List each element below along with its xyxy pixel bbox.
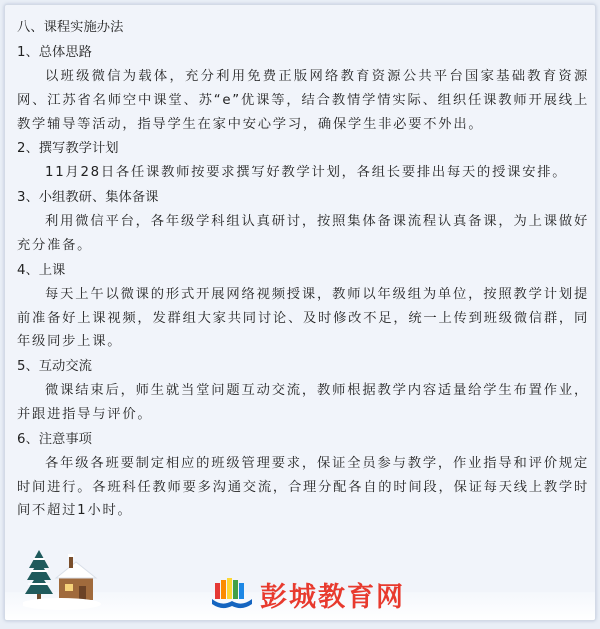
item-text-interaction: 微课结束后，师生就当堂问题互动交流，教师根据教学内容适量给学生布置作业，并跟进指导与评价。 [17,383,589,422]
item-heading-group-research: 3、小组教研、集体备课 [17,190,159,206]
winter-scene-icon [23,546,101,610]
item-text-overall-idea: 以班级微信为载体，充分利用免费正版网络教育资源公共平台国家基础教育资源网、江苏省名师空中课堂、苏“e”优课等，结合教情学情实际、组织任课教师开展线上教学辅导等活动，指导学生在家中安心学习，确保学生非必要不外出。 [17,69,589,132]
site-logo [210,575,405,614]
item-heading-teaching-plan: 2、撰写教学计划 [17,141,119,157]
item-text-class: 每天上午以微课的形式开展网络视频授课，教师以年级组为单位，按照教学计划提前准备好上课视频，发群组大家共同讨论、及时修改不足，统一上传到班级微信群，同年级同步上课。 [17,286,589,350]
site-logo-text: 彭城教育网 [260,582,405,613]
item-heading-class: 4、上课 [17,262,66,278]
page-footer [5,520,595,620]
section-title: 八、课程实施办法 [17,20,124,35]
item-heading-notes: 6、注意事项 [17,431,92,447]
item-text-teaching-plan: 11月28日各任课教师按要求撰写好教学计划，各组长要排出每天的授课安排。 [45,165,568,181]
open-book-logo-icon [210,577,254,613]
item-text-group-research: 利用微信平台，各年级学科组认真研讨，按照集体备课流程认真备课，为上课做好充分准备。 [17,214,589,253]
item-text-notes: 各年级各班要制定相应的班级管理要求，保证全员参与教学，作业指导和评价规定时间进行。各班科任教师要多沟通交流，合理分配各自的时间段，保证每天线上教学时间不超过1小时。 [17,455,589,519]
item-heading-interaction: 5、互动交流 [17,359,92,375]
item-heading-overall-idea: 1、总体思路 [17,45,92,60]
document-content [17,16,589,523]
document-page [4,4,596,621]
